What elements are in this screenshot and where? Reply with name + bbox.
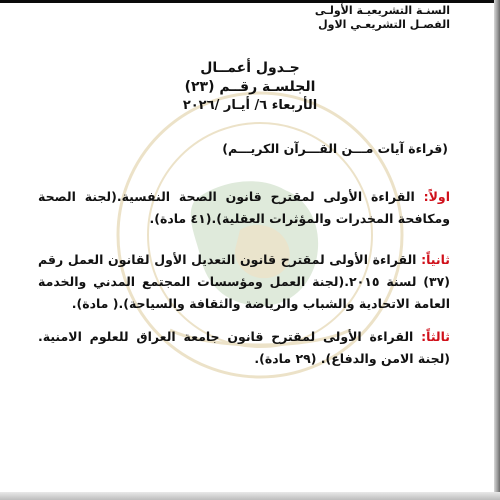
- item-number: ثالثاً:: [421, 329, 451, 344]
- item-number: ثانياً:: [421, 252, 450, 267]
- item-text: القراءة الأولى لمقترح قانون التعديل الأول لقانون العمل رقم (٣٧) لسنة ٢٠١٥.(لجنة العمل ومؤسسات المجتمع المدني والخدمة العامة الاتحادية والشباب والرياضة والثقافة والسياحة).( مادة).: [38, 252, 450, 311]
- header-legislative-year: السنـة التشريعيـة الأولـى: [314, 4, 450, 17]
- item-number: اولاً:: [423, 189, 450, 204]
- session-date: الأربعاء ٦/ أيـار /٢٠٢٦: [182, 98, 318, 113]
- agenda-title: جـدول أعمــال: [200, 60, 300, 76]
- agenda-item: [38, 326, 450, 370]
- document-header: [315, 4, 450, 32]
- quran-reading: (قراءة آيات مـــن القـــرآن الكريـــم): [222, 141, 448, 156]
- agenda-item: [38, 249, 450, 315]
- top-border: [0, 0, 500, 3]
- item-text: القراءة الأولى لمقترح قانون جامعة العراق للعلوم الامنية.(لجنة الامن والدفاع). (٢٩ مادة).: [38, 329, 450, 366]
- bottom-edge-shadow: [0, 492, 500, 500]
- header-legislative-term: الفصـل التشريعـي الاول: [318, 18, 450, 31]
- item-text: القراءة الأولى لمقترح قانون الصحة النفسية.(لجنة الصحة ومكافحة المخدرات والمؤثرات العقلية).(٤١ مادة).: [38, 189, 450, 226]
- agenda-item: [38, 186, 450, 230]
- session-number: الجلسـة رقــم (٢٣): [184, 79, 316, 95]
- right-edge-shadow: [494, 0, 500, 500]
